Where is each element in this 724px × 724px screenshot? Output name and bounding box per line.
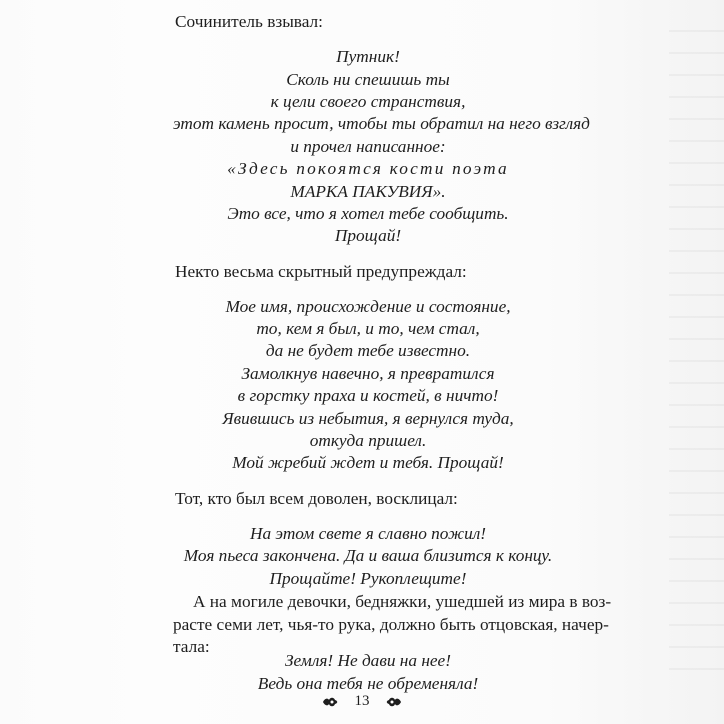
verse-line-text: Ведь она тебя не обременяла!: [257, 674, 479, 693]
verse-line: этот камень просит, чтобы ты обратил на него взгляд: [173, 114, 590, 133]
verse-line: Прощайте! Рукоплещите!: [269, 569, 467, 588]
fleuron-left-icon: [317, 695, 339, 709]
verse-line: Моя пьеса закончена. Да и ваша близится к концу.: [183, 546, 553, 565]
page-text-block: [173, 0, 612, 724]
verse-line: МАРКА ПАКУВИЯ».: [290, 182, 446, 201]
paragraph-text: А на могиле девочки, бедняжки, ушедшей из мира в воз-: [193, 592, 612, 611]
verse-line: На этом свете я славно пожил!: [249, 524, 487, 543]
verse-line-text: Земля! Не дави на нее!: [285, 651, 451, 670]
verse-line: Мое имя, происхождение и состояние,: [225, 297, 511, 316]
verse-line: Сколь ни спешишь ты: [286, 70, 450, 89]
paragraph-line: [173, 592, 612, 611]
page-number: 13: [354, 693, 370, 710]
verse-line: и прочел написанное:: [290, 137, 446, 156]
verse-line: Это все, что я хотел тебе сообщить.: [227, 204, 509, 223]
paragraph-line: тала:: [173, 637, 210, 656]
intro-line: Тот, кто был всем доволен, восклицал:: [175, 489, 458, 508]
intro-line: Некто весьма скрытный предупреждал:: [175, 262, 467, 281]
intro-line: Сочинитель взывал:: [175, 12, 323, 31]
page-footer: [0, 694, 724, 709]
verse-line: в горстку праха и костей, в ничто!: [237, 386, 499, 405]
verse-line: Прощай!: [334, 226, 402, 245]
verse-line: откуда пришел.: [309, 431, 427, 450]
verse-line: к цели своего странствия,: [270, 92, 466, 111]
paragraph-line: расте семи лет, чья-то рука, должно быть отцовская, начер-: [173, 615, 609, 634]
verse-line: «Здесь покоятся кости поэта: [227, 159, 509, 178]
verse-line: Замолкнув навечно, я превратился: [241, 364, 495, 383]
bleed-through-shadow: [669, 30, 724, 670]
verse-line: да не будет тебе известно.: [265, 341, 471, 360]
verse-line: Явившись из небытия, я вернулся туда,: [222, 409, 514, 428]
verse-line: Мой жребий ждет и тебя. Прощай!: [232, 453, 504, 472]
fleuron-right-icon: [385, 695, 407, 709]
verse-line: Путник!: [336, 47, 400, 66]
verse-line: то, кем я был, и то, чем стал,: [256, 319, 480, 338]
